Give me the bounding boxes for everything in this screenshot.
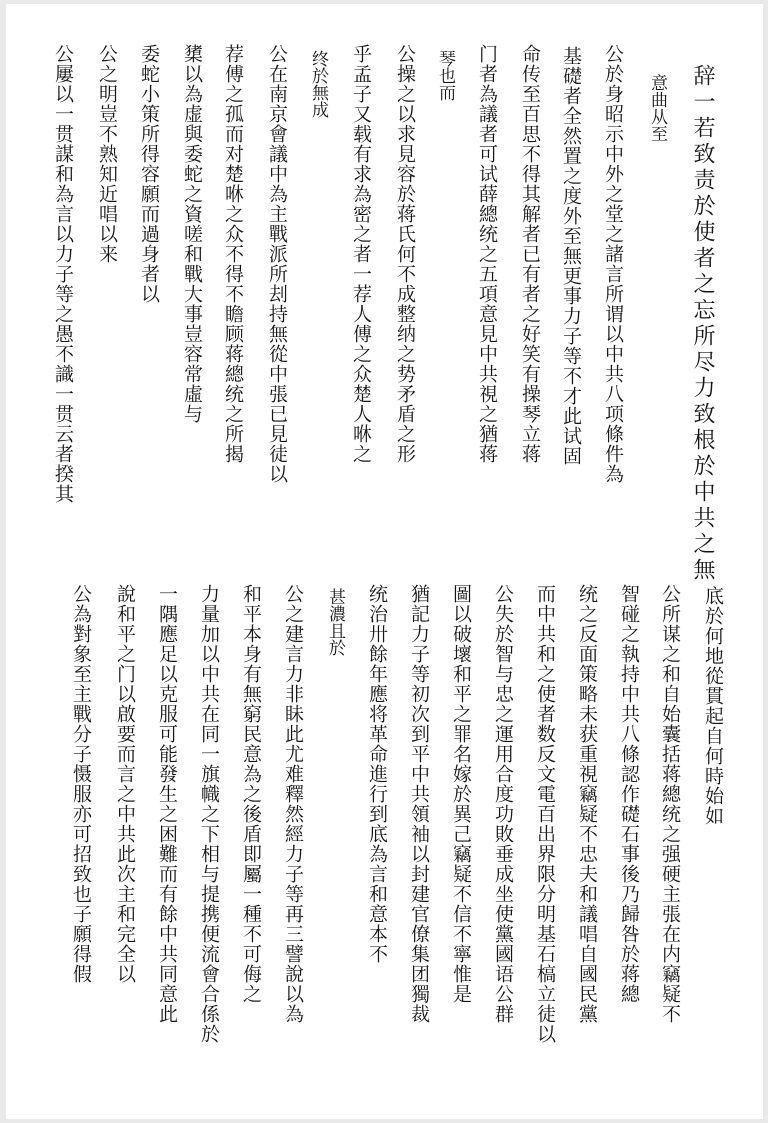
column-top-6: 门者為議者可试薛總统之五項意見中共視之猶蒋 [476,44,498,464]
column-bottom-13: 力量加以中共在同一旗幟之下相与提携便流會合係於 [198,584,220,1044]
column-top-13: 橥以為虚與委蛇之資嗟和戰大事豈容常虛与 [181,44,203,424]
column-bottom-6: 公失於智与忠之運用合度功敗垂成坐使黨國语公群 [492,584,514,1024]
column-bottom-11: 公之建言力非眛此尤难釋然經力子等再三譬說以為 [282,584,304,1024]
column-bottom-5: 而中共和之使者数反文電百出界限分明基石槁立徒以 [534,584,556,1044]
column-bottom-7: 圖以破壞和平之罪名嫁於異己竊疑不信不寧惟是 [450,584,472,1004]
column-top-1: 辞一若致责於使者之忘所尽力致根於中共之無 [690,64,715,584]
column-top-16: 公屢以一贯謀和為言以力子等之愚不識一贯云者揆其 [52,44,74,504]
column-bottom-9: 统治卅餘年應将革命進行到底為言和意本不 [366,584,388,964]
column-top-14: 委蛇小策所得容願而過身者以 [138,44,160,304]
column-bottom-2: 公所谋之和自始囊括蒋總统之强硬主張在内竊疑不 [659,584,681,1024]
manuscript-page [6,4,763,1119]
column-bottom-12: 和平本身有無窮民意為之後盾即屬一種不可侮之 [240,584,262,1004]
column-top-9: 乎孟子又载有求為密之者一荐人傅之众楚人咻之 [350,44,372,464]
column-top-3: 公於身昭示中外之堂之諸言所谓以中共八项條件為 [602,44,624,484]
column-bottom-16: 公為對象至主戰分子慑服亦可招致也子願得假 [70,584,92,984]
column-top-7: 琴也而 [435,50,455,101]
column-top-2: 意曲从至 [647,74,667,142]
column-top-12: 荐傅之孤而对楚咻之众不得不瞻顾蒋總统之所揭 [222,44,244,464]
column-top-5: 命传至百思不得其解者已有者之好笑有操琴立蒋 [519,44,541,464]
column-bottom-8: 猶記力子等初次到平中共領袖以封建官僚集团獨裁 [408,584,430,1024]
column-bottom-4: 统之反面策略未获重視竊疑不忠夫和議唱自國民黨 [576,584,598,1024]
column-top-8: 公操之以求見容於蒋氏何不成整纳之势矛盾之形 [394,44,416,464]
column-bottom-14: 一隅應足以克服可能發生之困難而有餘中共同意此 [156,584,178,1024]
column-top-15: 公之明豈不熟知近唱以来 [96,44,118,264]
column-bottom-10: 甚濃且於 [325,588,345,656]
column-bottom-15: 說和平之门以啟要而言之中共此次主和完全以 [114,584,136,984]
column-top-4: 基礎者全然置之度外至無更事力子等不才此试固 [560,46,582,466]
column-top-11: 公在南京會議中為主戰派所刦持無從中張已見徒以 [266,44,288,484]
column-bottom-1: 底於何地從貫起自何時始如 [702,586,724,826]
column-bottom-3: 智碰之執持中共八條認作礎石事後乃歸咎於蒋總 [618,584,640,1004]
column-top-10: 终於無成 [308,50,328,118]
